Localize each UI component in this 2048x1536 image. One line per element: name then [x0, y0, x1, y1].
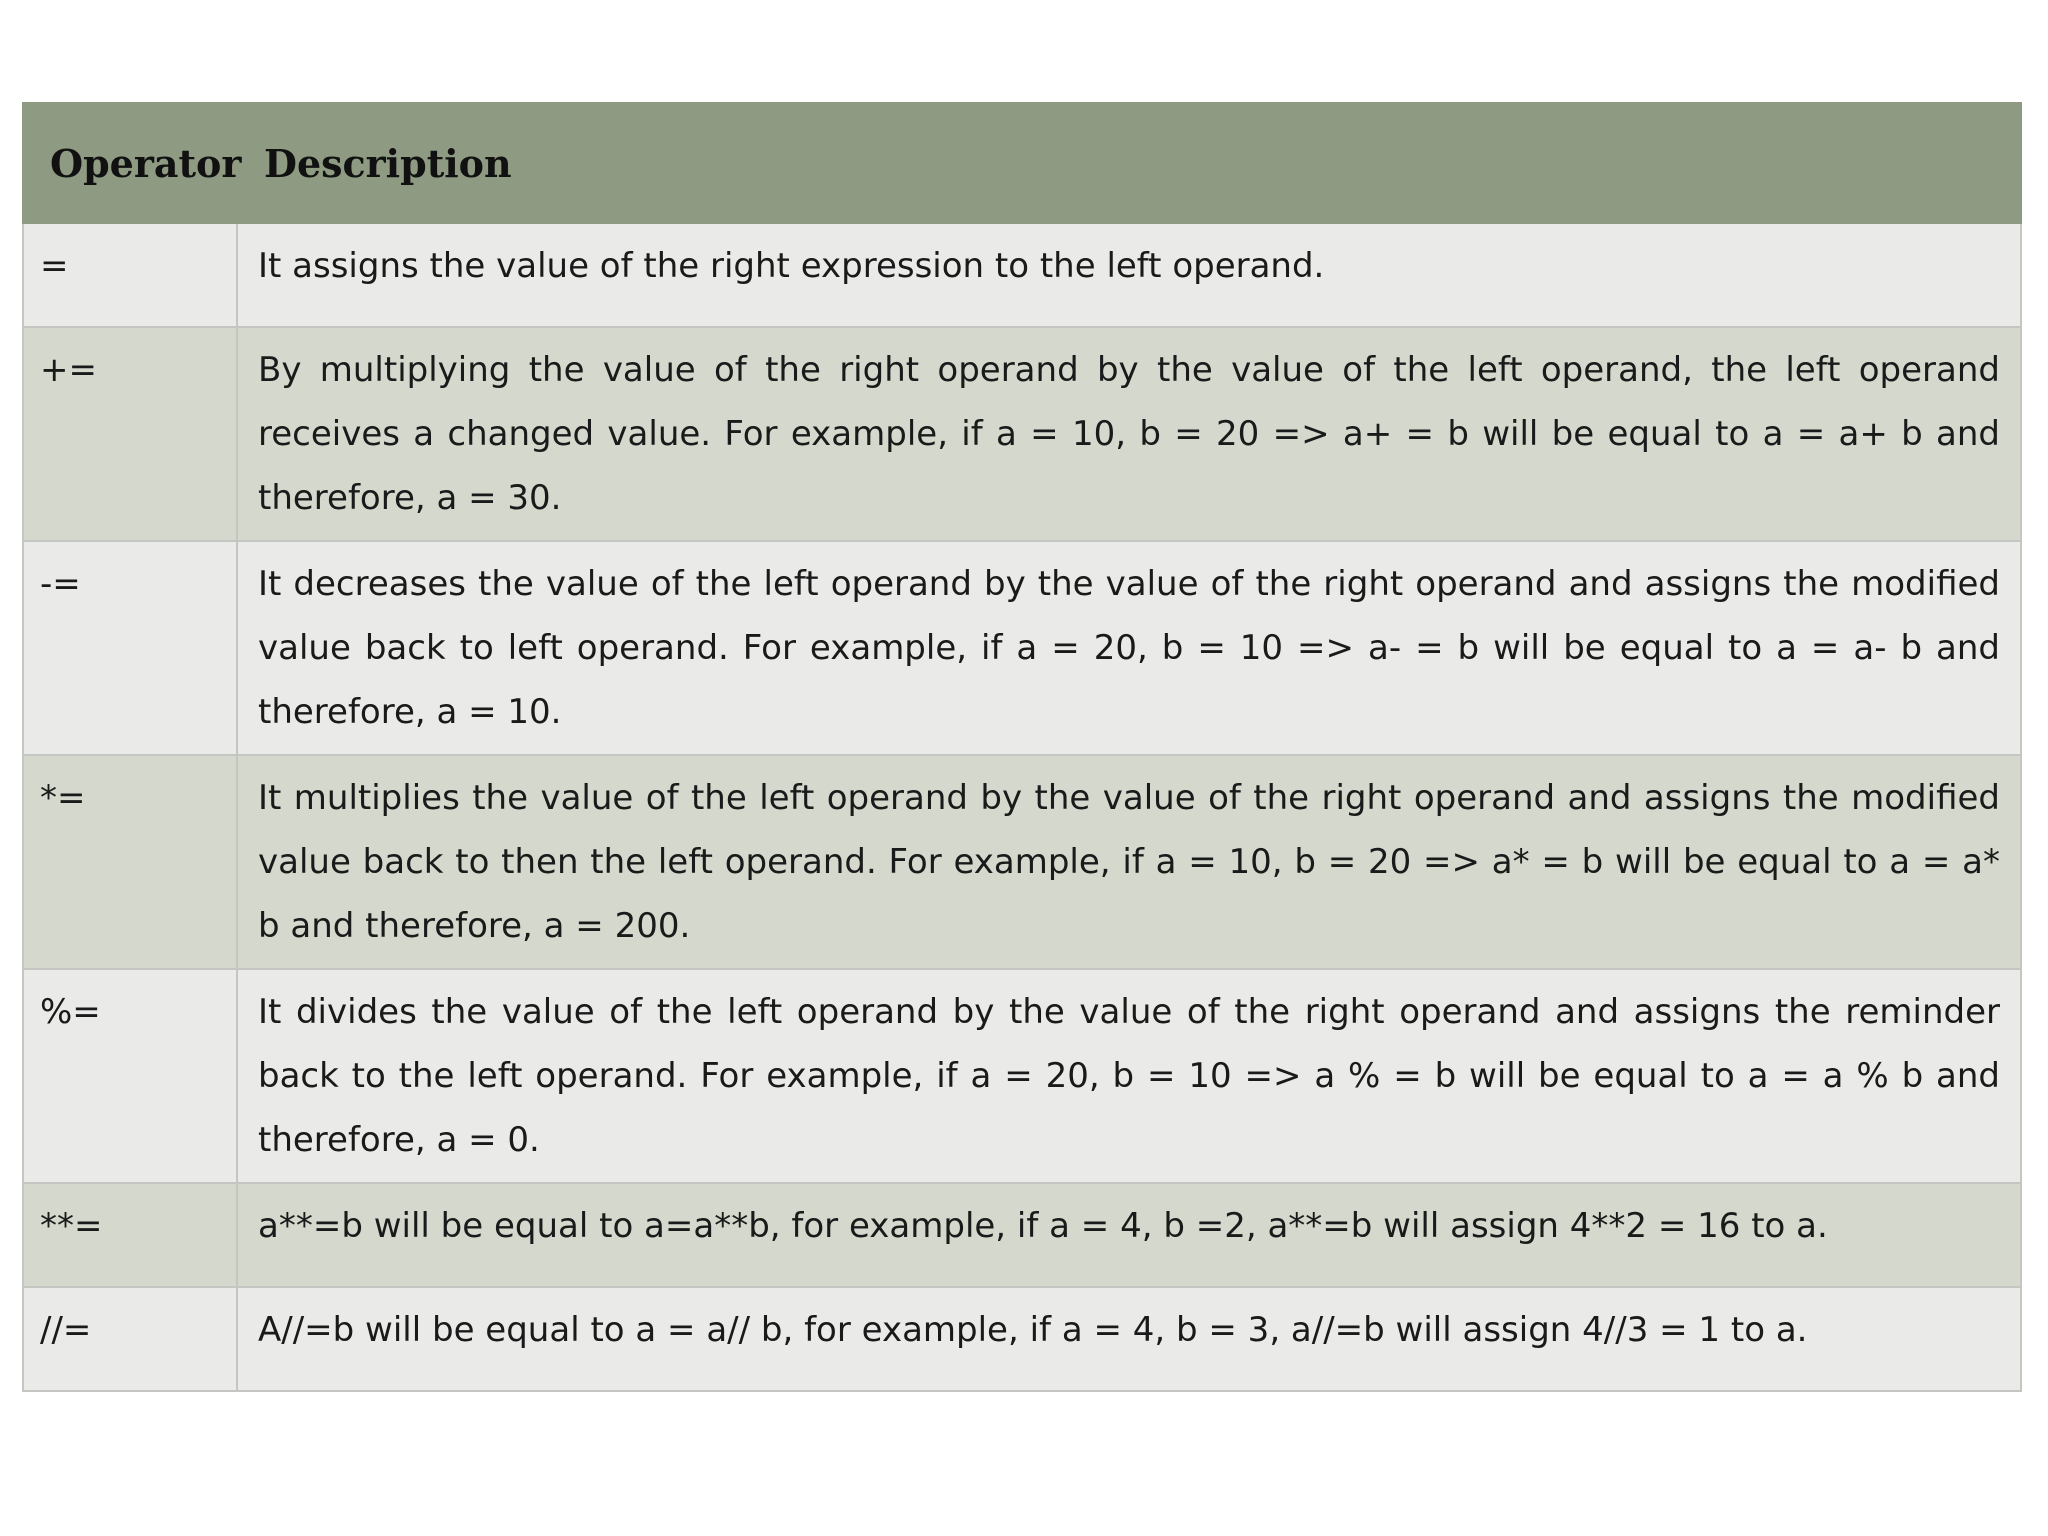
table-row	[23, 223, 2021, 327]
description-cell: It assigns the value of the right expression to the left operand.	[237, 223, 2021, 327]
header-operator: Operator	[23, 103, 237, 223]
header-description: Description	[237, 103, 2021, 223]
description-cell: It multiplies the value of the left operand by the value of the right operand and assigns the modified value back to then the left operand. For example, if a = 10, b = 20 => a* = b will be equal to a = a* b and therefore, a = 200.	[237, 755, 2021, 969]
table-row	[23, 755, 2021, 969]
operator-cell: *=	[23, 755, 237, 969]
table-row	[23, 1183, 2021, 1287]
table-header-row	[23, 103, 2021, 223]
table-row	[23, 541, 2021, 755]
operator-cell: //=	[23, 1287, 237, 1391]
operator-cell: =	[23, 223, 237, 327]
operator-cell: %=	[23, 969, 237, 1183]
operator-cell: +=	[23, 327, 237, 541]
description-cell: It divides the value of the left operand by the value of the right operand and assigns the reminder back to the left operand. For example, if a = 20, b = 10 => a % = b will be equal to a = a % b and therefore, a = 0.	[237, 969, 2021, 1183]
table-row	[23, 327, 2021, 541]
table-row	[23, 969, 2021, 1183]
description-cell: A//=b will be equal to a = a// b, for example, if a = 4, b = 3, a//=b will assign 4//3 = 1 to a.	[237, 1287, 2021, 1391]
operators-table	[22, 102, 2022, 1392]
description-cell: It decreases the value of the left operand by the value of the right operand and assigns the modified value back to left operand. For example, if a = 20, b = 10 => a- = b will be equal to a = a- b and therefore, a = 10.	[237, 541, 2021, 755]
description-cell: By multiplying the value of the right operand by the value of the left operand, the left operand receives a changed value. For example, if a = 10, b = 20 => a+ = b will be equal to a = a+ b and therefore, a = 30.	[237, 327, 2021, 541]
operator-cell: -=	[23, 541, 237, 755]
description-cell: a**=b will be equal to a=a**b, for example, if a = 4, b =2, a**=b will assign 4**2 = 16 to a.	[237, 1183, 2021, 1287]
table-row	[23, 1287, 2021, 1391]
operator-cell: **=	[23, 1183, 237, 1287]
